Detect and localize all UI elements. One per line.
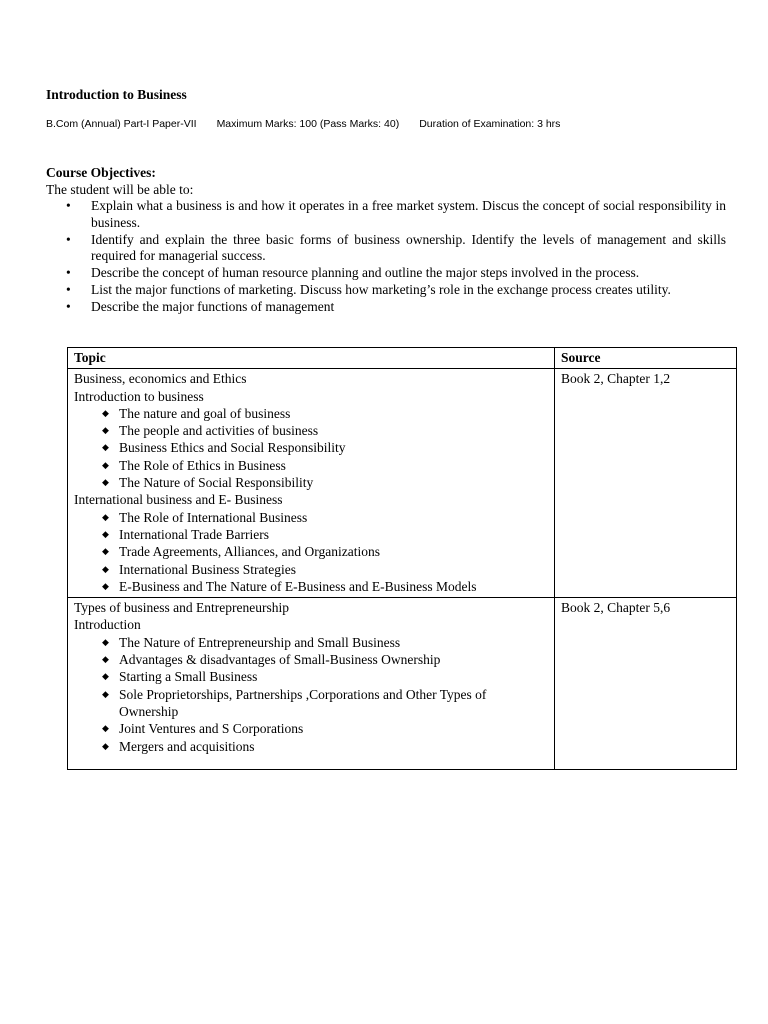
course-code: B.Com (Annual) Part-I Paper-VII — [46, 118, 197, 130]
document-title: Introduction to Business — [46, 87, 187, 102]
list-item: ◆ E-Business and The Nature of E-Business and E-Business Models — [102, 578, 548, 595]
section-heading: Types of business and Entrepreneurship — [74, 600, 290, 616]
list-item: ◆ Starting a Small Business — [102, 668, 548, 685]
course-meta — [46, 118, 580, 130]
topic-bullet-list — [74, 509, 548, 595]
list-item: ◆ The Nature of Entrepreneurship and Small Business — [102, 634, 548, 651]
list-item: ◆ The Role of Ethics in Business — [102, 457, 548, 474]
subsection-heading: Introduction to business — [74, 388, 204, 404]
list-item: ◆ International Trade Barriers — [102, 526, 548, 543]
syllabus-table — [67, 347, 737, 770]
objectives-list — [66, 198, 726, 316]
topic-cell — [68, 598, 555, 770]
source-header: Source — [555, 348, 737, 369]
table-header-row — [68, 348, 737, 369]
table-row — [68, 598, 737, 770]
objective-item: • Explain what a business is and how it operates in a free market system. Discus the concept of social responsibility in business. — [66, 198, 726, 232]
list-item: ◆ The nature and goal of business — [102, 405, 548, 422]
list-item: ◆ Business Ethics and Social Responsibility — [102, 439, 548, 456]
list-item: ◆ Advantages & disadvantages of Small-Business Ownership — [102, 651, 548, 668]
max-marks: Maximum Marks: 100 (Pass Marks: 40) — [216, 118, 400, 130]
list-item: ◆ Joint Ventures and S Corporations — [102, 720, 548, 737]
list-item: ◆ Sole Proprietorships, Partnerships ,Corporations and Other Types of Ownership — [102, 686, 548, 721]
list-item: ◆ The Role of International Business — [102, 509, 548, 526]
objective-item: • Describe the concept of human resource planning and outline the major steps involved in the process. — [66, 265, 726, 282]
subsection-heading: International business and E- Business — [74, 492, 283, 508]
objectives-intro: The student will be able to: — [46, 182, 194, 197]
topic-bullet-list — [74, 405, 548, 491]
topic-bullet-list — [74, 634, 548, 755]
list-item: ◆ Trade Agreements, Alliances, and Organizations — [102, 543, 548, 560]
list-item: ◆ The people and activities of business — [102, 422, 548, 439]
objective-item: • Describe the major functions of management — [66, 299, 726, 316]
list-item: ◆ International Business Strategies — [102, 561, 548, 578]
subsection-heading: Introduction — [74, 617, 141, 633]
table-row — [68, 369, 737, 598]
topic-header: Topic — [68, 348, 555, 369]
source-cell: Book 2, Chapter 5,6 — [555, 598, 737, 770]
topic-cell — [68, 369, 555, 598]
objectives-heading: Course Objectives: — [46, 165, 156, 180]
exam-duration: Duration of Examination: 3 hrs — [419, 118, 561, 130]
list-item: ◆ The Nature of Social Responsibility — [102, 474, 548, 491]
objective-item: • Identify and explain the three basic forms of business ownership. Identify the levels of management and skills required for managerial success. — [66, 232, 726, 266]
objective-item: • List the major functions of marketing. Discuss how marketing’s role in the exchange process creates utility. — [66, 282, 726, 299]
source-cell: Book 2, Chapter 1,2 — [555, 369, 737, 598]
section-heading: Business, economics and Ethics — [74, 371, 247, 387]
list-item: ◆ Mergers and acquisitions — [102, 738, 548, 755]
